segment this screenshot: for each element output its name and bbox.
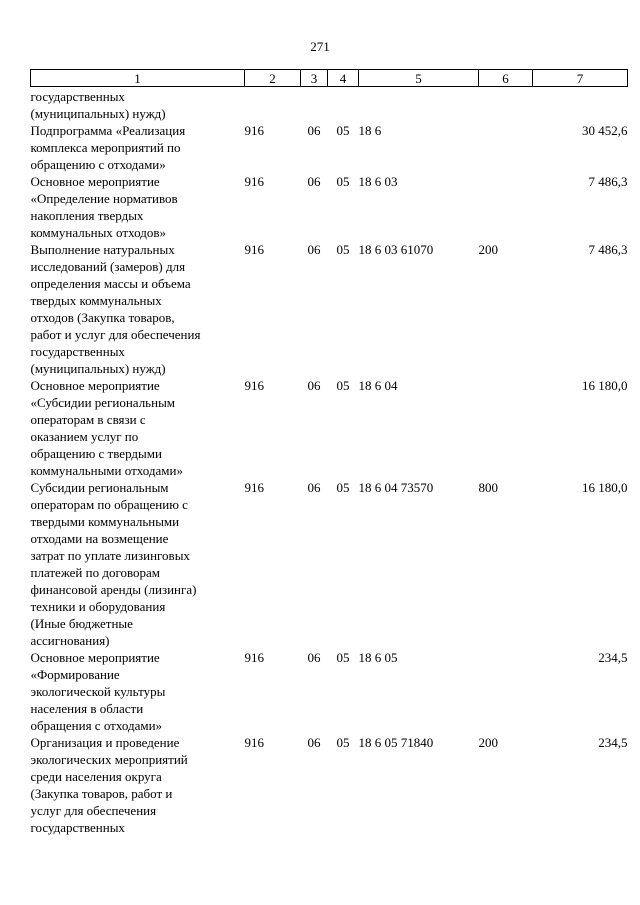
row-section-cell: 06 xyxy=(307,174,321,189)
header-col-6: 6 xyxy=(479,70,533,87)
row-expense-type-cell: 200 xyxy=(478,735,498,750)
table-row xyxy=(31,241,628,377)
header-col-4: 4 xyxy=(328,70,359,87)
row-expense-type-cell xyxy=(479,377,533,479)
row-expense-type-cell: 200 xyxy=(478,242,498,257)
row-subsection-cell: 05 xyxy=(336,378,350,393)
row-section-cell: 06 xyxy=(307,242,321,257)
row-gr-code-cell: 916 xyxy=(244,480,264,495)
row-section-cell: 06 xyxy=(307,378,321,393)
row-target-article-cell: 18 6 04 xyxy=(358,378,398,393)
row-name-cell: Основное мероприятие «Субсидии региональным операторам в связи с оказанием услуг по обращению с твердыми коммунальными отходами» xyxy=(30,378,183,478)
table-row xyxy=(31,173,628,241)
row-subsection-cell: 05 xyxy=(336,480,350,495)
row-gr-code-cell: 916 xyxy=(244,123,264,138)
row-gr-code-cell: 916 xyxy=(244,174,264,189)
row-subsection-cell: 05 xyxy=(336,123,350,138)
table-row xyxy=(31,479,628,649)
row-subsection-cell: 05 xyxy=(336,174,350,189)
row-gr-code-cell: 916 xyxy=(244,242,264,257)
row-target-article-cell: 18 6 05 71840 xyxy=(358,735,434,750)
row-gr-code-cell: 916 xyxy=(244,650,264,665)
row-section-cell: 06 xyxy=(307,650,321,665)
row-name-cell: Основное мероприятие «Формирование экологической культуры населения в области обращения с отходами» xyxy=(30,650,166,733)
row-name-cell: Субсидии региональным операторам по обращению с твердыми коммунальными отходами на возмещение затрат по уплате лизинговых платежей по договорам финансовой аренды (лизинга) техники и оборудования (Иные бюджетные ассигнования) xyxy=(30,480,197,648)
row-amount-cell: 234,5 xyxy=(598,735,628,750)
table-row xyxy=(31,734,628,836)
table-row xyxy=(31,122,628,173)
row-amount-cell: 16 180,0 xyxy=(582,480,628,495)
header-col-3: 3 xyxy=(301,70,328,87)
row-name-cell: Подпрограмма «Реализация комплекса мероприятий по обращению с отходами» xyxy=(30,123,186,172)
row-target-article-cell: 18 6 03 xyxy=(358,174,398,189)
continuation-row xyxy=(31,87,628,123)
row-target-article-cell: 18 6 xyxy=(358,123,382,138)
row-expense-type-cell xyxy=(479,173,533,241)
row-name-cell: Основное мероприятие «Определение нормативов накопления твердых коммунальных отходов» xyxy=(30,174,178,240)
page-number: 271 xyxy=(310,39,330,54)
table-header-row xyxy=(31,70,628,87)
continuation-text: государственных (муниципальных) нужд) xyxy=(30,89,166,121)
row-expense-type-cell: 800 xyxy=(478,480,498,495)
row-amount-cell: 7 486,3 xyxy=(588,242,628,257)
row-gr-code-cell: 916 xyxy=(244,378,264,393)
row-subsection-cell: 05 xyxy=(336,735,350,750)
row-amount-cell: 30 452,6 xyxy=(582,123,628,138)
row-section-cell: 06 xyxy=(307,735,321,750)
header-col-5: 5 xyxy=(359,70,479,87)
row-amount-cell: 16 180,0 xyxy=(582,378,628,393)
budget-table xyxy=(30,69,628,836)
row-target-article-cell: 18 6 03 61070 xyxy=(358,242,434,257)
table-row xyxy=(31,377,628,479)
row-gr-code-cell: 916 xyxy=(244,735,264,750)
row-amount-cell: 7 486,3 xyxy=(588,174,628,189)
header-col-2: 2 xyxy=(245,70,301,87)
row-target-article-cell: 18 6 05 xyxy=(358,650,398,665)
row-amount-cell: 234,5 xyxy=(598,650,628,665)
row-expense-type-cell xyxy=(479,122,533,173)
row-subsection-cell: 05 xyxy=(336,242,350,257)
row-section-cell: 06 xyxy=(307,480,321,495)
row-name-cell: Организация и проведение экологических мероприятий среди населения округа (Закупка товаров, работ и услуг для обеспечения государственных xyxy=(30,735,188,835)
row-section-cell: 06 xyxy=(307,123,321,138)
table-row xyxy=(31,649,628,734)
row-name-cell: Выполнение натуральных исследований (замеров) для определения массы и объема твердых коммунальных отходов (Закупка товаров, работ и услуг для обеспечения государственных (муниципальных) нужд) xyxy=(30,242,201,376)
header-col-7: 7 xyxy=(533,70,628,87)
row-subsection-cell: 05 xyxy=(336,650,350,665)
header-col-1: 1 xyxy=(31,70,245,87)
row-expense-type-cell xyxy=(479,649,533,734)
row-target-article-cell: 18 6 04 73570 xyxy=(358,480,434,495)
